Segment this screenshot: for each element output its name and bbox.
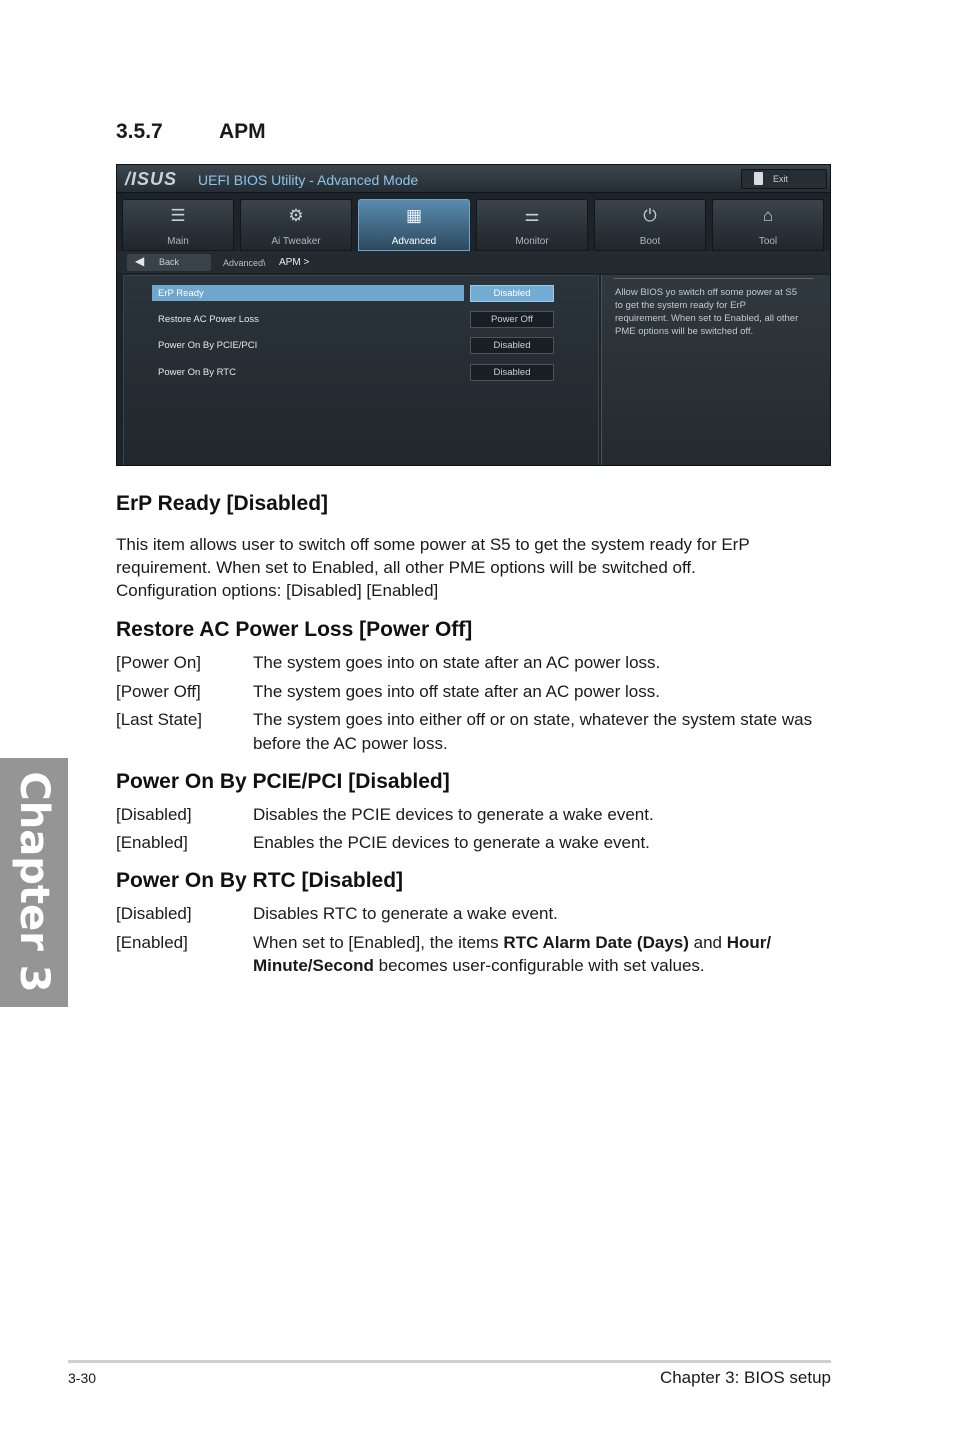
option-label: ErP Ready [158,288,204,299]
rtc-desc-post: becomes user-configurable with set values. [373,956,705,975]
rtc-desc-enabled [253,931,833,954]
exit-button[interactable] [741,169,827,189]
power-icon: ⏻ [643,206,657,225]
breadcrumb[interactable]: Advanced\ [223,258,266,268]
back-label: Back [159,257,180,267]
tab-label: Advanced [391,236,437,247]
chapter-label: Chapter 3 [11,771,57,993]
rtc-heading: Power On By RTC [Disabled] [116,869,404,892]
tab-monitor[interactable] [476,199,588,251]
section-title: APM [219,120,266,143]
bios-title: UEFI BIOS Utility - Advanced Mode [198,172,419,188]
pcie-desc-disabled: Disables the PCIE devices to generate a wake event. [253,805,654,824]
tab-bar [117,199,831,251]
help-text: Allow BIOS yo switch off some power at S5 to get the system ready for ErP requirement. When set to Enabled, all other PME options will be switched off. [615,287,799,337]
erp-heading: ErP Ready [Disabled] [116,492,329,515]
restore-desc-power-on: The system goes into on state after an AC power loss. [253,653,661,672]
breadcrumb-current: APM > [279,257,310,268]
rtc-desc-disabled: Disables RTC to generate a wake event. [253,904,558,923]
option-value-restore-ac[interactable]: Power Off [470,311,554,328]
option-value-pcie[interactable]: Disabled [470,337,554,354]
tab-label: Boot [639,236,661,247]
tool-icon: ⌂ [762,206,774,225]
exit-label: Exit [773,174,789,184]
option-power-on-rtc[interactable] [152,364,464,380]
rtc-term-enabled: [Enabled] [116,933,188,952]
tab-label: Tool [758,236,778,247]
option-erp-ready[interactable] [152,285,464,301]
tab-label: Monitor [515,236,549,247]
options-panel [123,275,599,466]
exit-icon [754,172,763,185]
bios-navbar [117,251,831,273]
tab-advanced[interactable] [358,199,470,251]
pcie-desc-enabled: Enables the PCIE devices to generate a wake event. [253,833,650,852]
restore-term-power-on: [Power On] [116,653,202,672]
chapter-sidebar-tab [0,758,68,1007]
erp-line-2: requirement. When set to Enabled, all other PME options will be switched off. [116,558,696,577]
option-label: Restore AC Power Loss [158,314,259,325]
tab-label: Main [167,236,189,247]
restore-term-last-state: [Last State] [116,710,202,729]
pcie-heading: Power On By PCIE/PCI [Disabled] [116,770,450,793]
restore-desc-last-state-cont: before the AC power loss. [253,734,448,753]
restore-desc-power-off: The system goes into off state after an AC power loss. [253,682,660,701]
help-divider [614,278,814,279]
tab-tool[interactable] [712,199,824,251]
rtc-desc-mid: and [688,933,727,952]
option-power-on-pcie[interactable] [152,337,464,353]
pcie-term-enabled: [Enabled] [116,833,188,852]
monitor-icon: ⚌ [524,206,540,225]
restore-term-power-off: [Power Off] [116,682,201,701]
rtc-term-disabled: [Disabled] [116,904,192,923]
bios-header [117,165,831,193]
option-value-rtc[interactable]: Disabled [470,364,554,381]
tab-ai-tweaker[interactable] [240,199,352,251]
option-restore-ac-power-loss[interactable] [152,311,464,327]
back-arrow-icon: ◀ [135,254,145,268]
back-button[interactable] [127,254,211,271]
tab-label: Ai Tweaker [271,236,321,247]
rtc-minute-second-term: Minute/Second [253,956,374,975]
help-panel [601,275,831,466]
option-label: Power On By PCIE/PCI [158,340,258,351]
advanced-icon: ▦ [405,206,423,225]
footer-divider [68,1360,831,1363]
footer-chapter: Chapter 3: BIOS setup [659,1368,831,1387]
tab-boot[interactable] [594,199,706,251]
erp-line-3: Configuration options: [Disabled] [Enabled] [116,581,439,600]
option-label: Power On By RTC [158,367,236,378]
asus-logo: /ISUS [125,169,178,189]
rtc-alarm-date-term: RTC Alarm Date (Days) [503,933,689,952]
rtc-hour-term: Hour/ [726,933,772,952]
pcie-term-disabled: [Disabled] [116,805,192,824]
rtc-desc-enabled-cont [253,954,833,977]
bios-screenshot [116,164,831,466]
restore-heading: Restore AC Power Loss [Power Off] [116,618,473,641]
section-number: 3.5.7 [116,120,163,143]
restore-desc-last-state: The system goes into either off or on state, whatever the system state was [253,710,813,729]
list-icon: ☰ [170,206,186,225]
page-number: 3-30 [68,1370,97,1386]
tweaker-icon: ⚙ [288,206,304,225]
rtc-desc-pre: When set to [Enabled], the items [253,933,504,952]
tab-main[interactable] [122,199,234,251]
option-value-erp-ready[interactable]: Disabled [470,285,554,302]
erp-line-1: This item allows user to switch off some power at S5 to get the system ready for ErP [116,535,750,554]
